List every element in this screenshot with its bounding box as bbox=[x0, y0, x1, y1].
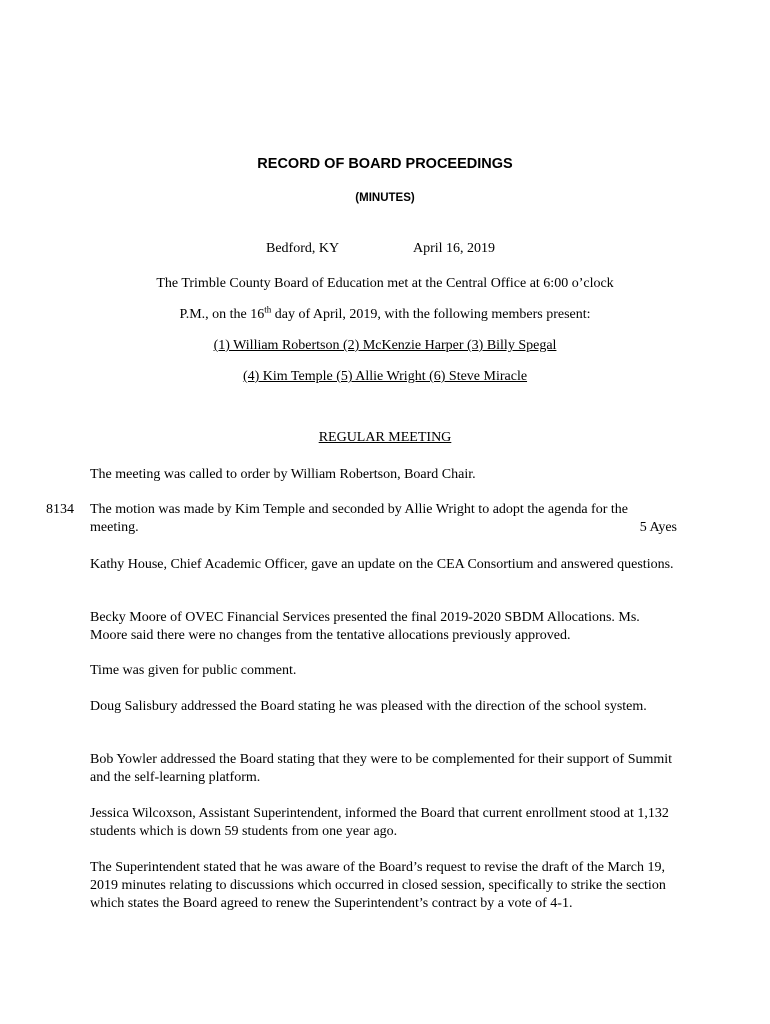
motion-line-1: The motion was made by Kim Temple and seconded by Allie Wright to adopt the agenda for the bbox=[90, 502, 628, 517]
members-line-1: (1) William Robertson (2) McKenzie Harper (3) Billy Spegal bbox=[213, 338, 557, 353]
motion-vote: 5 Ayes bbox=[639, 520, 677, 535]
intro-line-2 bbox=[0, 304, 770, 323]
motion-number: 8134 bbox=[46, 502, 74, 517]
meeting-type-heading: REGULAR MEETING bbox=[318, 430, 452, 445]
document-title: RECORD OF BOARD PROCEEDINGS bbox=[257, 156, 513, 172]
paragraph-text: The Superintendent stated that he was aware of the Board’s request to revise the draft of the March 19, 2019 minutes relating to discussions which occurred in closed session, specifically to strike the section which states the Board agreed to renew the Superintendent’s contract by a vote of 4-1. bbox=[90, 860, 666, 911]
paragraph bbox=[90, 556, 680, 574]
intro-line-2-start: P.M., on the 16 bbox=[179, 307, 265, 322]
paragraph-text: Time was given for public comment. bbox=[90, 663, 297, 678]
paragraph bbox=[90, 751, 680, 787]
paragraph-text: Kathy House, Chief Academic Officer, gave an update on the CEA Consortium and answered questions. bbox=[90, 557, 674, 572]
paragraph bbox=[90, 805, 680, 841]
call-to-order: The meeting was called to order by William Robertson, Board Chair. bbox=[90, 467, 476, 482]
intro-line-2-end: day of April, 2019, with the following members present: bbox=[271, 307, 591, 322]
paragraph-text: Jessica Wilcoxson, Assistant Superintendent, informed the Board that current enrollment stood at 1,132 students which is down 59 students from one year ago. bbox=[90, 806, 669, 839]
paragraph-text: Doug Salisbury addressed the Board stating he was pleased with the direction of the school system. bbox=[90, 699, 647, 714]
paragraph-text: Bob Yowler addressed the Board stating that they were to be complemented for their support of Summit and the self-learning platform. bbox=[90, 752, 673, 785]
paragraph bbox=[90, 698, 680, 716]
paragraph-text: Becky Moore of OVEC Financial Services presented the final 2019-2020 SBDM Allocations. Ms. Moore said there were no changes from the tentative allocations previously approved. bbox=[90, 610, 640, 643]
motion-line-2: meeting. bbox=[90, 520, 139, 535]
members-line-2: (4) Kim Temple (5) Allie Wright (6) Steve Miracle bbox=[242, 369, 528, 384]
intro-line-2-ordinal: th bbox=[264, 304, 272, 315]
paragraph bbox=[90, 609, 680, 645]
meeting-date: April 16, 2019 bbox=[413, 241, 496, 256]
meeting-location: Bedford, KY bbox=[266, 241, 340, 256]
paragraph bbox=[90, 662, 680, 680]
document-subtitle: (MINUTES) bbox=[355, 192, 415, 204]
paragraph bbox=[90, 859, 680, 913]
intro-line-1: The Trimble County Board of Education met at the Central Office at 6:00 o’clock bbox=[156, 276, 614, 291]
